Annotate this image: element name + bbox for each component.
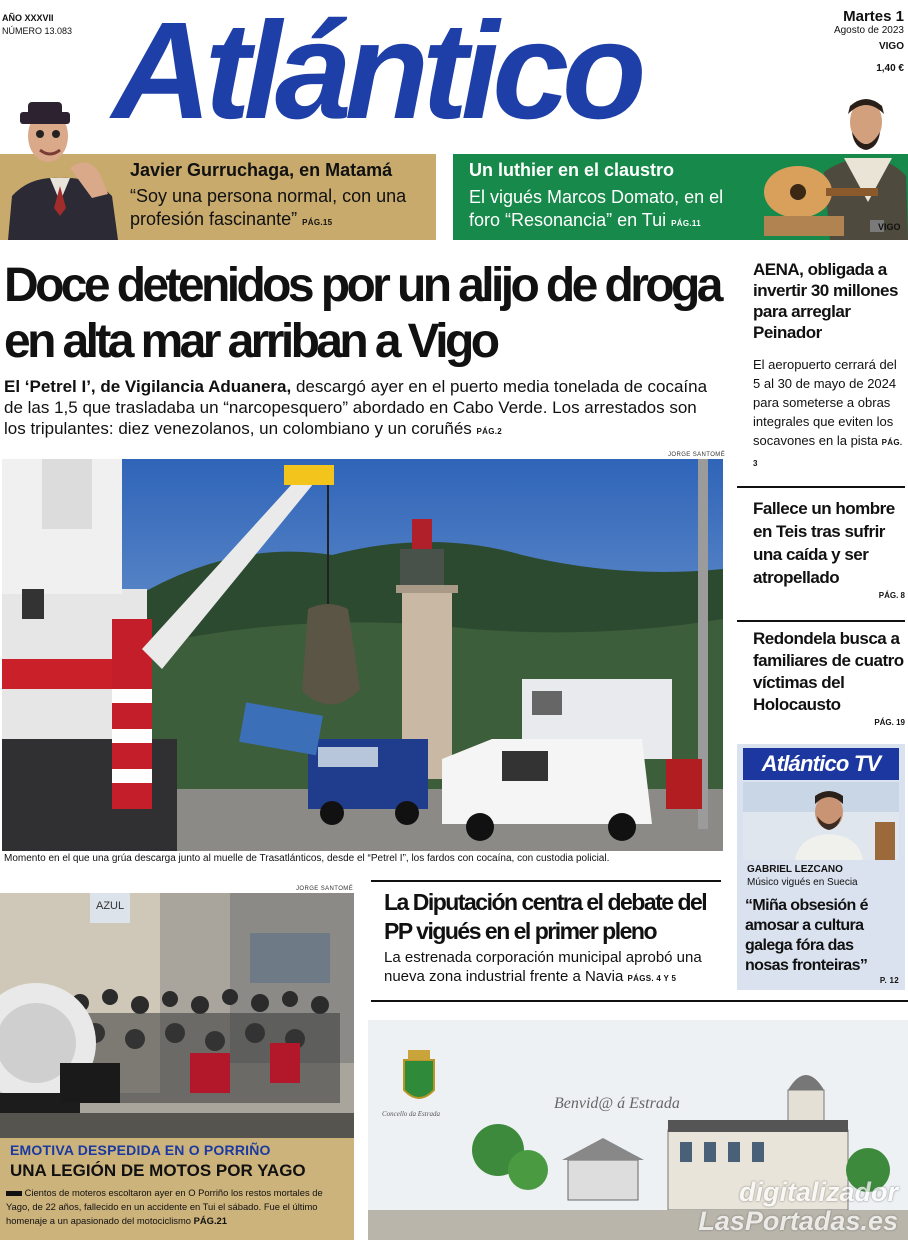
sidebar <box>737 253 905 473</box>
diputacion-body: La estrenada corporación municipal aprobó una nueva zona industrial frente a Navia <box>384 949 702 985</box>
redondela-headline: Redondela busca a familiares de cuatro víctimas del Holocausto <box>753 629 904 714</box>
newspaper-logo[interactable]: Atlántico <box>112 0 640 148</box>
main-photo-caption: Momento en el que una grúa descarga junto al muelle de Trasatlánticos, desde el “Petrel I”, los fardos con cocaína, con custodia policial. <box>4 853 610 864</box>
issue-price: 1,40 € <box>876 63 904 74</box>
tv-guest-photo <box>743 782 899 860</box>
sidebar-divider <box>737 486 905 488</box>
teaser-gurruchaga-page: PÁG.15 <box>302 218 333 227</box>
moto-photo[interactable] <box>0 893 354 1138</box>
redondela-page: PÁG. 19 <box>874 718 905 727</box>
estrada-coat-of-arms-icon <box>404 1060 434 1098</box>
gurruchaga-photo <box>0 98 122 240</box>
moto-photo-credit: JORGE SANTOMÉ <box>296 886 354 892</box>
tv-guest-name: GABRIEL LEZCANO <box>747 864 843 875</box>
main-lead <box>4 376 720 442</box>
estrada-welcome: Benvid@ á Estrada <box>554 1095 680 1112</box>
teis-headline: Fallece un hombre en Teis tras sufrir una caída y ser atropellado <box>753 499 895 587</box>
diputacion-page: PÁGS. 4 Y 5 <box>627 974 677 983</box>
teaser-luthier-text: El vigués Marcos Domato, en el foro “Resonancia” en Tui <box>469 187 724 230</box>
tv-page: P. 12 <box>879 976 899 985</box>
moto-body: Cientos de moteros escoltaron ayer en O Porriño los restos mortales de Yago, de 22 años, fallecido en un accidente en Tui el sábado. Fue el último homenaje a un apasionado del motociclismo <box>6 1187 323 1226</box>
tv-guest-role: Músico vigués en Suecia <box>747 877 858 888</box>
main-lead-bold: El ‘Petrel I’, de Vigilancia Aduanera, <box>4 377 292 396</box>
tv-quote: “Miña obsesión é amosar a cultura galega fóra das nosas fronteiras” <box>745 897 868 974</box>
watermark-line2: LasPortadas.es <box>698 1206 898 1236</box>
year-label: AÑO XXXVII <box>2 13 54 23</box>
masthead-date-info <box>834 10 904 76</box>
moto-kicker: EMOTIVA DESPEDIDA EN O PORRIÑO <box>10 1142 271 1158</box>
teis-page: PÁG. 8 <box>878 591 905 600</box>
masthead-issue-info <box>2 12 72 38</box>
aena-headline: AENA, obligada a invertir 30 millones para arreglar Peinador <box>753 260 898 342</box>
sidebar-aena[interactable] <box>737 259 905 473</box>
moto-page: PÁG.21 <box>193 1215 227 1226</box>
edition-city: VIGO <box>878 41 904 52</box>
atlantico-tv-box[interactable] <box>737 744 905 990</box>
section-divider <box>371 880 721 882</box>
aena-page: PÁG. 3 <box>753 438 903 468</box>
teaser-luthier-page: PÁG.11 <box>671 219 701 228</box>
main-photo[interactable] <box>2 459 723 851</box>
digitizer-watermark <box>698 1178 898 1236</box>
issue-date: Agosto de 2023 <box>833 25 904 36</box>
moto-story-box[interactable] <box>0 1138 354 1240</box>
moto-headline: UNA LEGIÓN DE MOTOS POR YAGO <box>10 1161 306 1180</box>
moto-bullet <box>6 1191 22 1196</box>
diputacion-body-wrap <box>384 948 724 988</box>
moto-body-wrap <box>6 1186 348 1228</box>
sidebar-teis[interactable] <box>753 497 905 600</box>
sidebar-divider <box>737 620 905 622</box>
luthier-photo <box>760 92 908 240</box>
aena-body: El aeropuerto cerrará del 5 al 30 de mayo de 2024 para someterse a obras integrales que eviten los socavones en la pista <box>753 357 897 448</box>
teaser-gurruchaga-quote: “Soy una persona normal, con una profesión fascinante” <box>130 186 407 229</box>
luthier-city: VIGO <box>878 222 901 232</box>
section-divider <box>371 1000 908 1002</box>
svg-text:AZUL: AZUL <box>96 900 125 912</box>
diputacion-headline[interactable]: La Diputación centra el debate del PP vigués en el primer pleno <box>384 889 707 944</box>
main-headline[interactable]: Doce detenidos por un alijo de droga en alta mar arriban a Vigo <box>4 259 720 368</box>
issue-day: Martes 1 <box>843 8 904 25</box>
sidebar-redondela[interactable] <box>753 628 905 727</box>
main-lead-page: PÁG.2 <box>476 427 503 436</box>
teaser-luthier-title: Un luthier en el claustro <box>469 160 675 180</box>
teaser-gurruchaga-title: Javier Gurruchaga, en Matamá <box>130 160 393 180</box>
main-photo-credit: JORGE SANTOMÉ <box>668 452 726 458</box>
issue-number: NÚMERO 13.083 <box>2 26 73 36</box>
estrada-council-name: Concello da Estrada <box>382 1110 440 1118</box>
watermark-line1: digitalizador <box>738 1177 898 1207</box>
main-lead-text: descargó ayer en el puerto media tonelada de cocaína de las 1,5 que trasladaba un “narcopesquero” abordado en Cabo Verde. Los arrestados son los tripulantes: diez venezolanos, un colombiano y un coruñés <box>4 377 708 438</box>
atlantico-tv-label: Atlántico TV <box>743 748 899 780</box>
